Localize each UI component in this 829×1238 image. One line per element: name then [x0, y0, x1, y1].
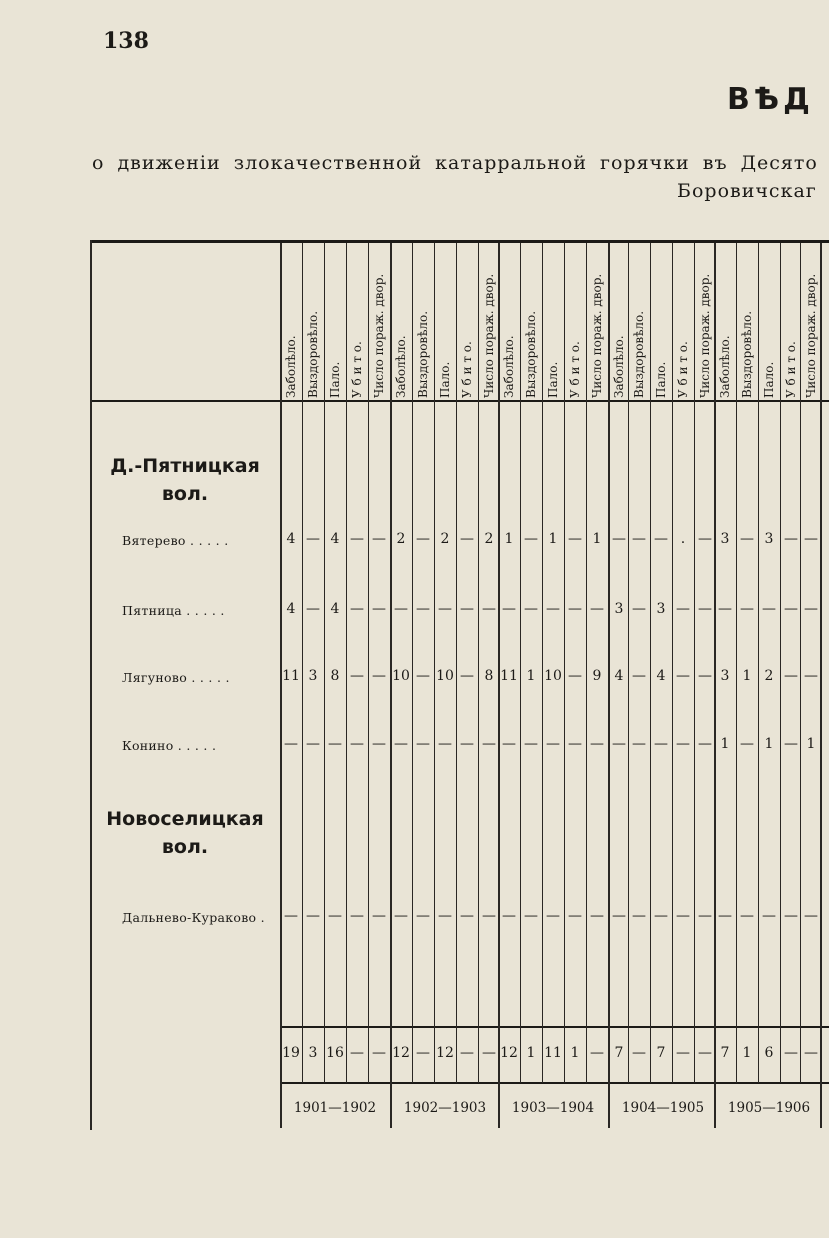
table-cell: —	[328, 736, 342, 752]
season-label: 1902—1903	[403, 1100, 487, 1116]
table-cell: —	[762, 908, 776, 924]
table-cell: —	[306, 736, 320, 752]
column-divider	[412, 243, 413, 1083]
table-cell: 2	[396, 531, 406, 547]
column-header: Заболѣло.	[502, 335, 516, 398]
table-cell: 4	[656, 668, 666, 684]
table-cell: —	[590, 601, 604, 617]
total-cell: 7	[720, 1045, 730, 1061]
column-header: У б и т о.	[350, 341, 364, 398]
table-cell: —	[524, 908, 538, 924]
table-cell: —	[718, 601, 732, 617]
table-cell: 4	[286, 601, 296, 617]
total-cell: —	[590, 1045, 604, 1061]
column-divider	[456, 243, 457, 1083]
total-cell: —	[482, 1045, 496, 1061]
table-cell: —	[632, 531, 646, 547]
total-cell: —	[460, 1045, 474, 1061]
table-cell: —	[568, 736, 582, 752]
table-cell: —	[482, 736, 496, 752]
column-divider	[434, 243, 435, 1083]
table-cell: —	[394, 908, 408, 924]
table-cell: —	[676, 908, 690, 924]
total-cell: 3	[308, 1045, 318, 1061]
table-cell: —	[438, 736, 452, 752]
total-cell: 19	[282, 1045, 300, 1061]
table-cell: —	[460, 736, 474, 752]
column-divider	[758, 243, 759, 1083]
village-name: Дальнево-Кураково .	[122, 910, 265, 925]
column-divider	[650, 243, 651, 1083]
table-cell: 9	[592, 668, 602, 684]
table-cell: —	[568, 908, 582, 924]
table-cell: —	[632, 908, 646, 924]
total-cell: —	[416, 1045, 430, 1061]
table-cell: 4	[286, 531, 296, 547]
total-cell: 7	[656, 1045, 666, 1061]
table-cell: —	[372, 601, 386, 617]
table-cell: —	[568, 668, 582, 684]
table-cell: —	[502, 908, 516, 924]
total-cell: 16	[326, 1045, 344, 1061]
table-cell: —	[676, 668, 690, 684]
table-cell: —	[546, 908, 560, 924]
total-cell: —	[698, 1045, 712, 1061]
column-header: Заболѣло.	[612, 335, 626, 398]
table-cell: —	[740, 908, 754, 924]
table-cell: 4	[330, 601, 340, 617]
table-cell: 10	[436, 668, 454, 684]
table-cell: —	[632, 736, 646, 752]
table-cell: —	[460, 908, 474, 924]
column-header: Пало.	[762, 361, 776, 398]
table-cell: —	[740, 601, 754, 617]
column-divider	[586, 243, 587, 1083]
table-cell: 1	[720, 736, 730, 752]
table-cell: 10	[392, 668, 410, 684]
table-cell: —	[460, 531, 474, 547]
table-cell: —	[306, 908, 320, 924]
table-cell: —	[524, 736, 538, 752]
table-cell: —	[590, 908, 604, 924]
column-header: У б и т о.	[784, 341, 798, 398]
total-cell: 1	[570, 1045, 580, 1061]
total-cell: 12	[392, 1045, 410, 1061]
table-cell: —	[546, 601, 560, 617]
total-cell: 11	[544, 1045, 562, 1061]
season-label: 1904—1905	[621, 1100, 705, 1116]
table-cell: —	[676, 601, 690, 617]
total-cell: 7	[614, 1045, 624, 1061]
table-cell: —	[612, 736, 626, 752]
table-cell: 3	[720, 668, 730, 684]
table-cell: —	[698, 531, 712, 547]
column-divider	[520, 243, 521, 1083]
table-cell: —	[482, 601, 496, 617]
table-cell: —	[546, 736, 560, 752]
table-cell: —	[632, 601, 646, 617]
column-divider	[694, 243, 695, 1083]
table-top-rule	[90, 240, 829, 243]
column-divider	[780, 243, 781, 1083]
column-header: Число пораж. двор.	[372, 273, 386, 398]
totals-bottom-rule	[280, 1082, 829, 1084]
column-divider	[346, 243, 347, 1083]
total-cell: 12	[436, 1045, 454, 1061]
table-cell: 2	[440, 531, 450, 547]
table-cell: —	[350, 908, 364, 924]
table-cell: 10	[544, 668, 562, 684]
table-cell: 3	[656, 601, 666, 617]
column-divider	[800, 243, 801, 1083]
column-header: У б и т о.	[676, 341, 690, 398]
table-cell: —	[372, 736, 386, 752]
table-cell: —	[612, 908, 626, 924]
table-cell: —	[350, 668, 364, 684]
table-cell: 1	[526, 668, 536, 684]
table-cell: —	[784, 531, 798, 547]
table-cell: .	[680, 531, 686, 547]
column-header: Пало.	[546, 361, 560, 398]
column-header: Выздоровѣло.	[740, 310, 754, 398]
table-cell: —	[698, 668, 712, 684]
table-cell: —	[460, 601, 474, 617]
table-cell: —	[632, 668, 646, 684]
total-cell: —	[676, 1045, 690, 1061]
column-header: Число пораж. двор.	[804, 273, 818, 398]
table-cell: —	[784, 736, 798, 752]
table-cell: 1	[806, 736, 816, 752]
table-cell: —	[784, 668, 798, 684]
season-label: 1903—1904	[511, 1100, 595, 1116]
column-header: Число пораж. двор.	[482, 273, 496, 398]
table-cell: 3	[308, 668, 318, 684]
table-cell: —	[804, 908, 818, 924]
total-cell: 6	[764, 1045, 774, 1061]
column-header: Пало.	[328, 361, 342, 398]
total-cell: —	[372, 1045, 386, 1061]
total-cell: 1	[526, 1045, 536, 1061]
column-header: Выздоровѣло.	[416, 310, 430, 398]
column-header: Пало.	[654, 361, 668, 398]
column-divider	[368, 243, 369, 1083]
table-cell: 11	[282, 668, 300, 684]
village-name: Пятница . . . . .	[122, 603, 225, 618]
table-cell: —	[438, 908, 452, 924]
total-cell: —	[804, 1045, 818, 1061]
table-cell: —	[804, 601, 818, 617]
column-divider	[820, 243, 822, 1128]
totals-top-rule	[280, 1026, 829, 1028]
column-header: Выздоровѣло.	[632, 310, 646, 398]
total-cell: —	[784, 1045, 798, 1061]
table-cell: 4	[614, 668, 624, 684]
column-header: Пало.	[438, 361, 452, 398]
table-cell: —	[482, 908, 496, 924]
table-cell: —	[568, 601, 582, 617]
village-name: Конино . . . . .	[122, 738, 217, 753]
table-cell: —	[284, 736, 298, 752]
table-cell: —	[350, 601, 364, 617]
table-cell: —	[438, 601, 452, 617]
table-cell: —	[654, 908, 668, 924]
table-cell: —	[502, 601, 516, 617]
table-cell: —	[372, 668, 386, 684]
total-cell: —	[632, 1045, 646, 1061]
table-cell: —	[306, 601, 320, 617]
table-cell: —	[654, 531, 668, 547]
table-cell: —	[804, 531, 818, 547]
table-cell: —	[416, 601, 430, 617]
table-cell: —	[568, 531, 582, 547]
table-cell: 4	[330, 531, 340, 547]
table-cell: —	[524, 531, 538, 547]
table-cell: 3	[720, 531, 730, 547]
table-cell: —	[804, 668, 818, 684]
column-divider	[672, 243, 673, 1083]
table-cell: —	[718, 908, 732, 924]
table-cell: —	[762, 601, 776, 617]
group-title: вол.	[161, 836, 209, 858]
subtitle-line-1: о движенiи злокачественной катарральной горячки въ Десято	[92, 152, 818, 174]
column-header: Заболѣло.	[284, 335, 298, 398]
table-cell: —	[372, 531, 386, 547]
table-cell: —	[284, 908, 298, 924]
table-cell: 3	[614, 601, 624, 617]
table-cell: 1	[548, 531, 558, 547]
table-cell: —	[590, 736, 604, 752]
document-heading: ВѢД	[727, 82, 814, 117]
table-cell: —	[416, 908, 430, 924]
table-cell: —	[740, 736, 754, 752]
table-cell: —	[698, 908, 712, 924]
table-cell: —	[698, 736, 712, 752]
table-cell: —	[676, 736, 690, 752]
table-cell: 11	[500, 668, 518, 684]
group-title: вол.	[161, 483, 209, 505]
column-divider	[478, 243, 479, 1083]
table-cell: —	[654, 736, 668, 752]
group-title: Д.-Пятницкая	[110, 455, 260, 477]
table-cell: —	[350, 531, 364, 547]
table-cell: 2	[484, 531, 494, 547]
column-header: Заболѣло.	[718, 335, 732, 398]
table-cell: —	[416, 736, 430, 752]
village-name: Вятерево . . . . .	[122, 533, 229, 548]
column-divider	[542, 243, 543, 1083]
table-cell: 2	[764, 668, 774, 684]
total-cell: 12	[500, 1045, 518, 1061]
column-header: Выздоровѣло.	[306, 310, 320, 398]
table-cell: 1	[742, 668, 752, 684]
column-header: У б и т о.	[460, 341, 474, 398]
table-cell: —	[612, 531, 626, 547]
column-header: Выздоровѣло.	[524, 310, 538, 398]
group-title: Новоселицкая	[106, 808, 264, 830]
column-divider	[302, 243, 303, 1083]
column-divider	[324, 243, 325, 1083]
column-divider	[736, 243, 737, 1083]
column-header: Число пораж. двор.	[590, 273, 604, 398]
column-divider	[628, 243, 629, 1083]
table-cell: 8	[330, 668, 340, 684]
table-cell: 1	[592, 531, 602, 547]
table-cell: 1	[764, 736, 774, 752]
table-cell: —	[524, 601, 538, 617]
table-cell: 1	[504, 531, 514, 547]
table-cell: —	[416, 668, 430, 684]
table-cell: —	[502, 736, 516, 752]
total-cell: 1	[742, 1045, 752, 1061]
table-cell: —	[328, 908, 342, 924]
table-cell: —	[740, 531, 754, 547]
table-cell: —	[784, 908, 798, 924]
season-label: 1905—1906	[727, 1100, 811, 1116]
column-divider	[564, 243, 565, 1083]
header-bottom-rule	[90, 400, 829, 402]
subtitle-line-2: Боровичскаг	[677, 180, 817, 202]
column-header: Число пораж. двор.	[698, 273, 712, 398]
table-left-border	[90, 240, 92, 1130]
village-name: Лягуново . . . . .	[122, 670, 230, 685]
table-cell: —	[784, 601, 798, 617]
season-label: 1901—1902	[293, 1100, 377, 1116]
table-cell: —	[306, 531, 320, 547]
total-cell: —	[350, 1045, 364, 1061]
table-cell: —	[698, 601, 712, 617]
table-cell: 8	[484, 668, 494, 684]
table-cell: —	[460, 668, 474, 684]
table-cell: —	[394, 601, 408, 617]
table-cell: —	[416, 531, 430, 547]
table-cell: —	[394, 736, 408, 752]
table-cell: —	[372, 908, 386, 924]
page-number: 138	[103, 28, 149, 54]
column-header: У б и т о.	[568, 341, 582, 398]
table-cell: —	[350, 736, 364, 752]
table-cell: 3	[764, 531, 774, 547]
column-header: Заболѣло.	[394, 335, 408, 398]
